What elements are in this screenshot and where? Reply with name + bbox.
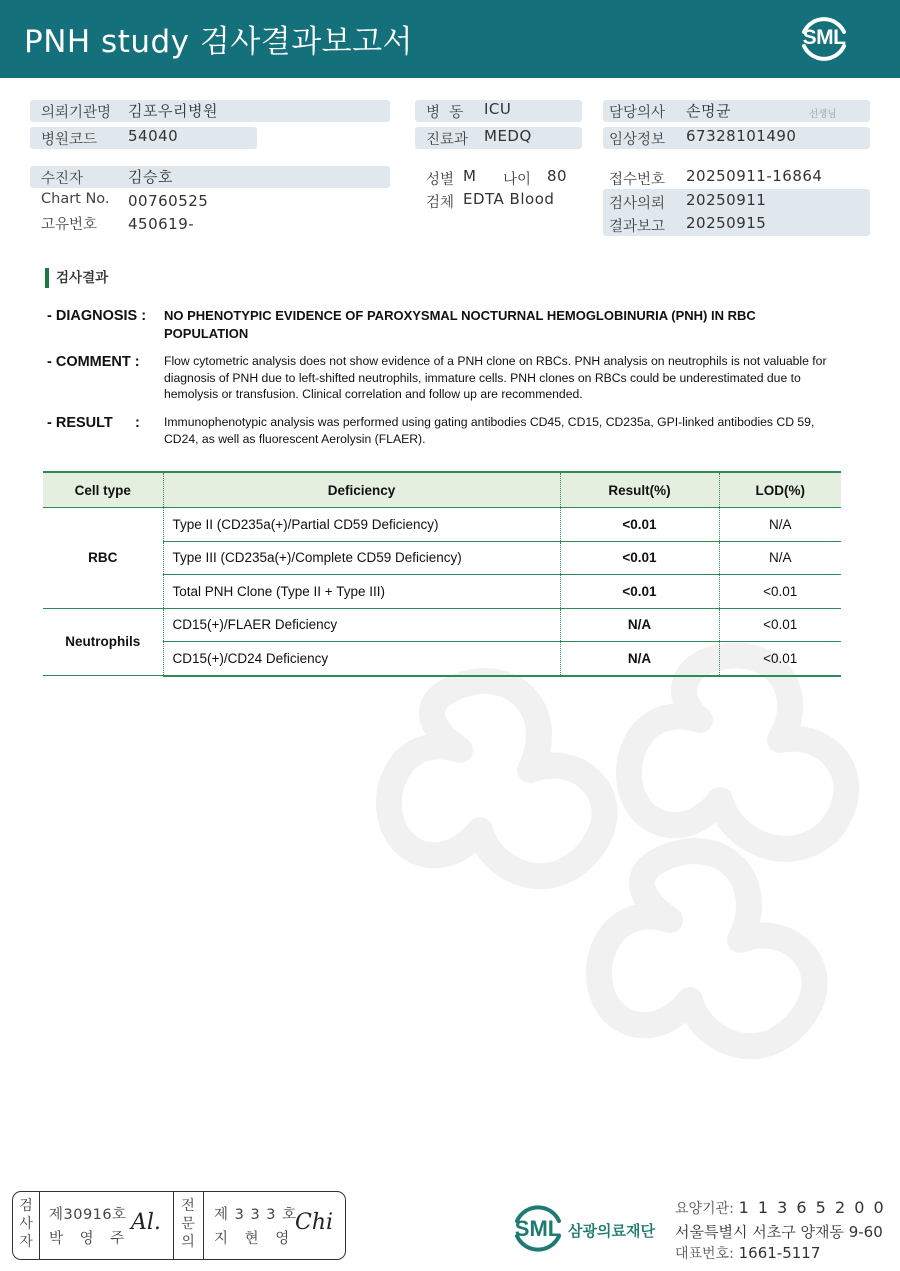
hospital-value: 김포우리병원	[128, 102, 218, 120]
sml-logo-text: SML	[802, 26, 846, 49]
request-value: 20250911	[686, 191, 767, 209]
table-row	[43, 608, 841, 642]
phone-number: 1661-5117	[738, 1244, 821, 1262]
sex-label: 성별	[426, 172, 455, 188]
request-label: 검사의뢰	[609, 196, 666, 212]
result-cell: <0.01	[560, 575, 719, 609]
specimen-value: EDTA Blood	[463, 190, 555, 208]
report-header	[0, 0, 900, 78]
institution-code: 1 1 3 6 5 2 0 0	[738, 1198, 886, 1217]
table-row	[43, 642, 841, 676]
watermark-logo	[330, 630, 900, 1130]
tester-signature: Al.	[131, 1210, 161, 1235]
age-label: 나이	[503, 172, 532, 188]
section-title: 검사결과	[45, 268, 108, 288]
result-cell: <0.01	[560, 541, 719, 575]
report-date-value: 20250915	[686, 214, 767, 232]
accession-label: 접수번호	[609, 172, 666, 188]
chart-value: 00760525	[128, 192, 209, 210]
ward-value: ICU	[484, 100, 512, 118]
deficiency-cell: CD15(+)/FLAER Deficiency	[163, 608, 560, 642]
result-cell: N/A	[560, 642, 719, 676]
sml-logo	[796, 12, 852, 64]
org-name: 삼광의료재단	[568, 1222, 655, 1240]
institution-code-line	[675, 1198, 886, 1218]
header-deficiency: Deficiency	[163, 472, 560, 508]
diagnosis-text: NO PHENOTYPIC EVIDENCE OF PAROXYSMAL NOCTURNAL HEMOGLOBINURIA (PNH) IN RBC POPULATION	[164, 308, 756, 341]
ward-label: 병 동	[426, 105, 464, 121]
lod-cell: N/A	[719, 508, 841, 542]
lod-cell: <0.01	[719, 642, 841, 676]
chart-label: Chart No.	[41, 191, 110, 207]
cell-type-rbc: RBC	[43, 508, 163, 609]
clinical-value: 67328101490	[686, 127, 797, 145]
tester-label: 검 사 자	[19, 1198, 33, 1250]
table-row	[43, 575, 841, 609]
cell-type-neutrophils: Neutrophils	[43, 608, 163, 676]
hospital-label: 의뢰기관명	[41, 105, 112, 121]
result-cell: <0.01	[560, 508, 719, 542]
specialist-label: 전 문 의	[181, 1198, 195, 1250]
phone-label: 대표번호:	[675, 1246, 734, 1262]
lod-cell: <0.01	[719, 575, 841, 609]
diagnosis-label: - DIAGNOSIS :	[47, 308, 147, 324]
table-row	[43, 541, 841, 575]
report-date-label: 결과보고	[609, 219, 666, 235]
id-label: 고유번호	[41, 217, 98, 233]
age-value: 80	[547, 167, 568, 185]
clinical-label: 임상정보	[609, 132, 666, 148]
lod-cell: <0.01	[719, 608, 841, 642]
dept-value: MEDQ	[484, 127, 532, 145]
hospcode-label: 병원코드	[41, 132, 98, 148]
org-logo	[508, 1200, 568, 1256]
result-text: Immunophenotypic analysis was performed using gating antibodies CD45, CD15, CD235a, GPI-linked antibodies CD 59, CD24, as well as fluorescent Aerolysin (FLAER).	[164, 415, 815, 446]
deficiency-cell: CD15(+)/CD24 Deficiency	[163, 642, 560, 676]
tester-number: 제30916호	[49, 1207, 127, 1223]
deficiency-cell: Type II (CD235a(+)/Partial CD59 Deficiency)	[163, 508, 560, 542]
doctor-suffix: 선생님	[809, 109, 837, 120]
result-cell: N/A	[560, 608, 719, 642]
sex-value: M	[463, 167, 477, 185]
doctor-label: 담당의사	[609, 105, 666, 121]
institution-code-label: 요양기관:	[675, 1201, 734, 1217]
lod-cell: N/A	[719, 541, 841, 575]
id-value: 450619-	[128, 215, 195, 233]
org-logo-text: SML	[514, 1216, 562, 1241]
patient-value: 김승호	[128, 168, 173, 186]
deficiency-cell: Total PNH Clone (Type II + Type III)	[163, 575, 560, 609]
signature-box	[12, 1191, 346, 1260]
specialist-signature: Chi	[295, 1210, 334, 1235]
address: 서울특별시 서초구 양재동 9-60	[675, 1223, 883, 1241]
hospcode-value: 54040	[128, 127, 179, 145]
table-header-row	[43, 472, 841, 508]
report-title: PNH study 검사결과보고서	[24, 24, 413, 60]
results-table	[43, 471, 841, 677]
header-cell-type: Cell type	[43, 472, 163, 508]
specimen-label: 검체	[426, 195, 455, 211]
tester-name: 박 영 주	[49, 1231, 131, 1247]
header-lod: LOD(%)	[719, 472, 841, 508]
specialist-name: 지 현 영	[214, 1231, 296, 1247]
accession-value: 20250911-16864	[686, 167, 823, 185]
doctor-value: 손명균	[686, 102, 731, 120]
result-label: - RESULT	[47, 415, 113, 431]
specialist-number: 제 3 3 3 호	[214, 1207, 298, 1223]
comment-label: - COMMENT :	[47, 354, 140, 370]
patient-label: 수진자	[41, 171, 84, 187]
result-colon: :	[135, 415, 140, 431]
header-result: Result(%)	[560, 472, 719, 508]
comment-text: Flow cytometric analysis does not show evidence of a PNH clone on RBCs. PNH analysis on neutrophils is not valuable for diagnosis of PNH due to left-shifted neutrophils, immature cells. PNH clones on RBCs could be underestimated due to hemolysis or transfusion. Clinical correlation and follow up are recommended.	[164, 354, 827, 401]
table-row	[43, 508, 841, 542]
dept-label: 진료과	[426, 132, 469, 148]
deficiency-cell: Type III (CD235a(+)/Complete CD59 Deficiency)	[163, 541, 560, 575]
phone-line	[675, 1243, 820, 1263]
